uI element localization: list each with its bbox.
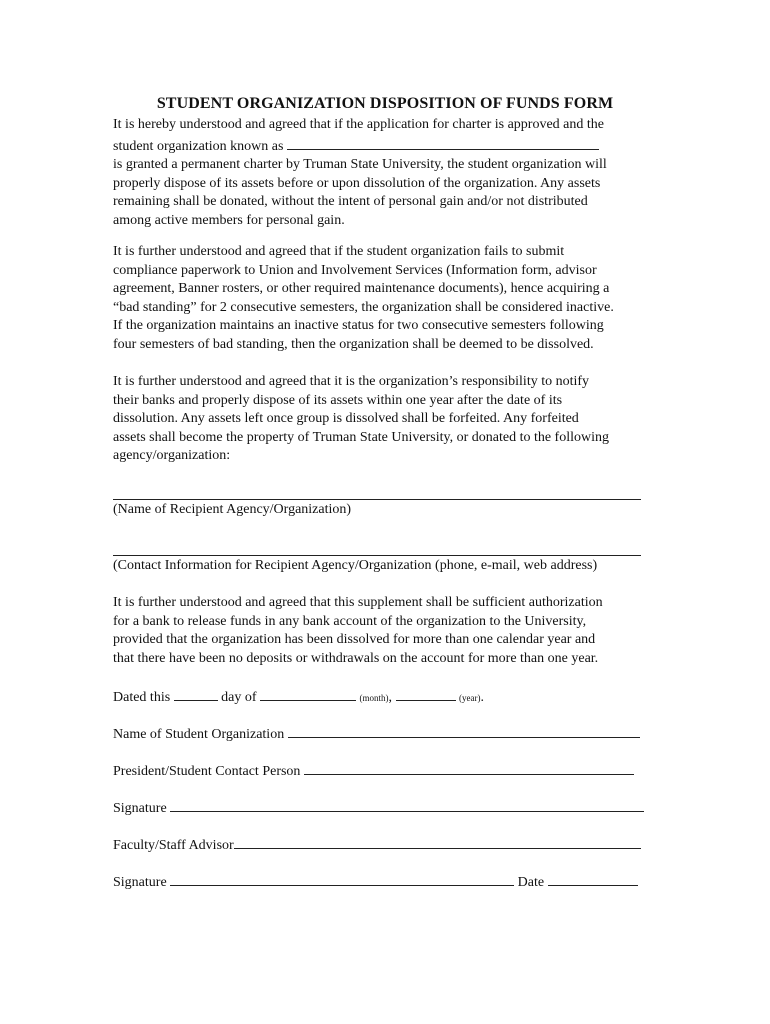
dated-period: . — [480, 690, 485, 705]
charter-paragraph — [113, 116, 673, 231]
responsibility-paragraph — [113, 373, 673, 466]
compliance-line-4: “bad standing” for 2 consecutive semesters, the organization shall be considered inactive. — [113, 299, 614, 315]
responsibility-line-1: It is further understood and agreed that it is the organization’s responsibility to notify — [113, 374, 590, 389]
org-name-blank[interactable] — [288, 723, 640, 738]
date-label: Date — [517, 875, 545, 890]
charter-line-5: remaining shall be donated, without the intent of personal gain and/or not distributed — [113, 194, 588, 210]
month-label: (month) — [359, 693, 389, 703]
authorization-line-1: It is further understood and agreed that this supplement shall be sufficient authorization — [113, 595, 603, 610]
signature-blank-1[interactable] — [170, 797, 644, 812]
compliance-line-2: compliance paperwork to Union and Involvement Services (Information form, advisor — [113, 262, 597, 278]
responsibility-line-3: dissolution. Any assets left once group is dissolved shall be forfeited. Any forfeited — [113, 411, 579, 427]
charter-line-3: is granted a permanent charter by Truman State University, the student organization will — [113, 157, 607, 173]
recipient-name-caption: (Name of Recipient Agency/Organization) — [113, 502, 352, 517]
charter-line-6: among active members for personal gain. — [113, 212, 345, 228]
recipient-contact-caption: (Contact Information for Recipient Agency/Organization (phone, e-mail, web address) — [113, 558, 598, 573]
compliance-line-6: four semesters of bad standing, then the organization shall be deemed to be dissolved. — [113, 336, 594, 352]
org-known-as-label: student organization known as — [113, 138, 284, 154]
charter-line-1: It is hereby understood and agreed that if the application for charter is approved and the — [113, 117, 604, 132]
authorization-paragraph — [113, 594, 673, 668]
authorization-line-3: provided that the organization has been dissolved for more than one calendar year and — [113, 632, 596, 648]
year-label: (year) — [459, 693, 481, 703]
signature-row-1 — [113, 797, 644, 817]
signature-label-1: Signature — [113, 801, 167, 816]
dated-row — [113, 686, 484, 706]
day-blank[interactable] — [174, 686, 218, 701]
charter-line-2 — [113, 135, 673, 157]
month-blank[interactable] — [260, 686, 356, 701]
authorization-line-2: for a bank to release funds in any bank account of the organization to the University, — [113, 613, 587, 629]
date-blank[interactable] — [548, 871, 638, 886]
org-name-row — [113, 723, 640, 743]
signature-blank-2[interactable] — [170, 871, 514, 886]
compliance-line-3: agreement, Banner rosters, or other required maintenance documents), hence acquiring a — [113, 281, 610, 297]
signature-row-2 — [113, 871, 638, 891]
compliance-line-5: If the organization maintains an inactive status for two consecutive semesters following — [113, 318, 604, 334]
dated-comma: , — [388, 690, 393, 705]
year-blank[interactable] — [396, 686, 456, 701]
charter-line-4: properly dispose of its assets before or upon dissolution of the organization. Any assets — [113, 175, 601, 191]
responsibility-line-4: assets shall become the property of Truman State University, or donated to the following — [113, 429, 610, 445]
recipient-contact-line[interactable] — [113, 555, 641, 556]
signature-label-2: Signature — [113, 875, 167, 890]
authorization-line-4: that there have been no deposits or withdrawals on the account for more than one year. — [113, 650, 599, 666]
president-label: President/Student Contact Person — [113, 764, 301, 779]
responsibility-line-2: their banks and properly dispose of its assets within one year after the date of its — [113, 392, 563, 408]
compliance-paragraph — [113, 243, 673, 355]
org-known-as-blank[interactable] — [287, 135, 599, 150]
advisor-row — [113, 834, 641, 854]
advisor-label: Faculty/Staff Advisor — [113, 838, 234, 853]
advisor-blank[interactable] — [234, 834, 641, 849]
day-of-label: day of — [221, 690, 257, 705]
president-row — [113, 760, 634, 780]
responsibility-line-5: agency/organization: — [113, 448, 231, 464]
recipient-name-line[interactable] — [113, 499, 641, 500]
form-title: STUDENT ORGANIZATION DISPOSITION OF FUNDS FORM — [156, 95, 614, 112]
president-blank[interactable] — [304, 760, 634, 775]
compliance-line-1: It is further understood and agreed that if the student organization fails to submit — [113, 244, 565, 259]
org-name-label: Name of Student Organization — [113, 727, 285, 742]
dated-label: Dated this — [113, 690, 171, 705]
